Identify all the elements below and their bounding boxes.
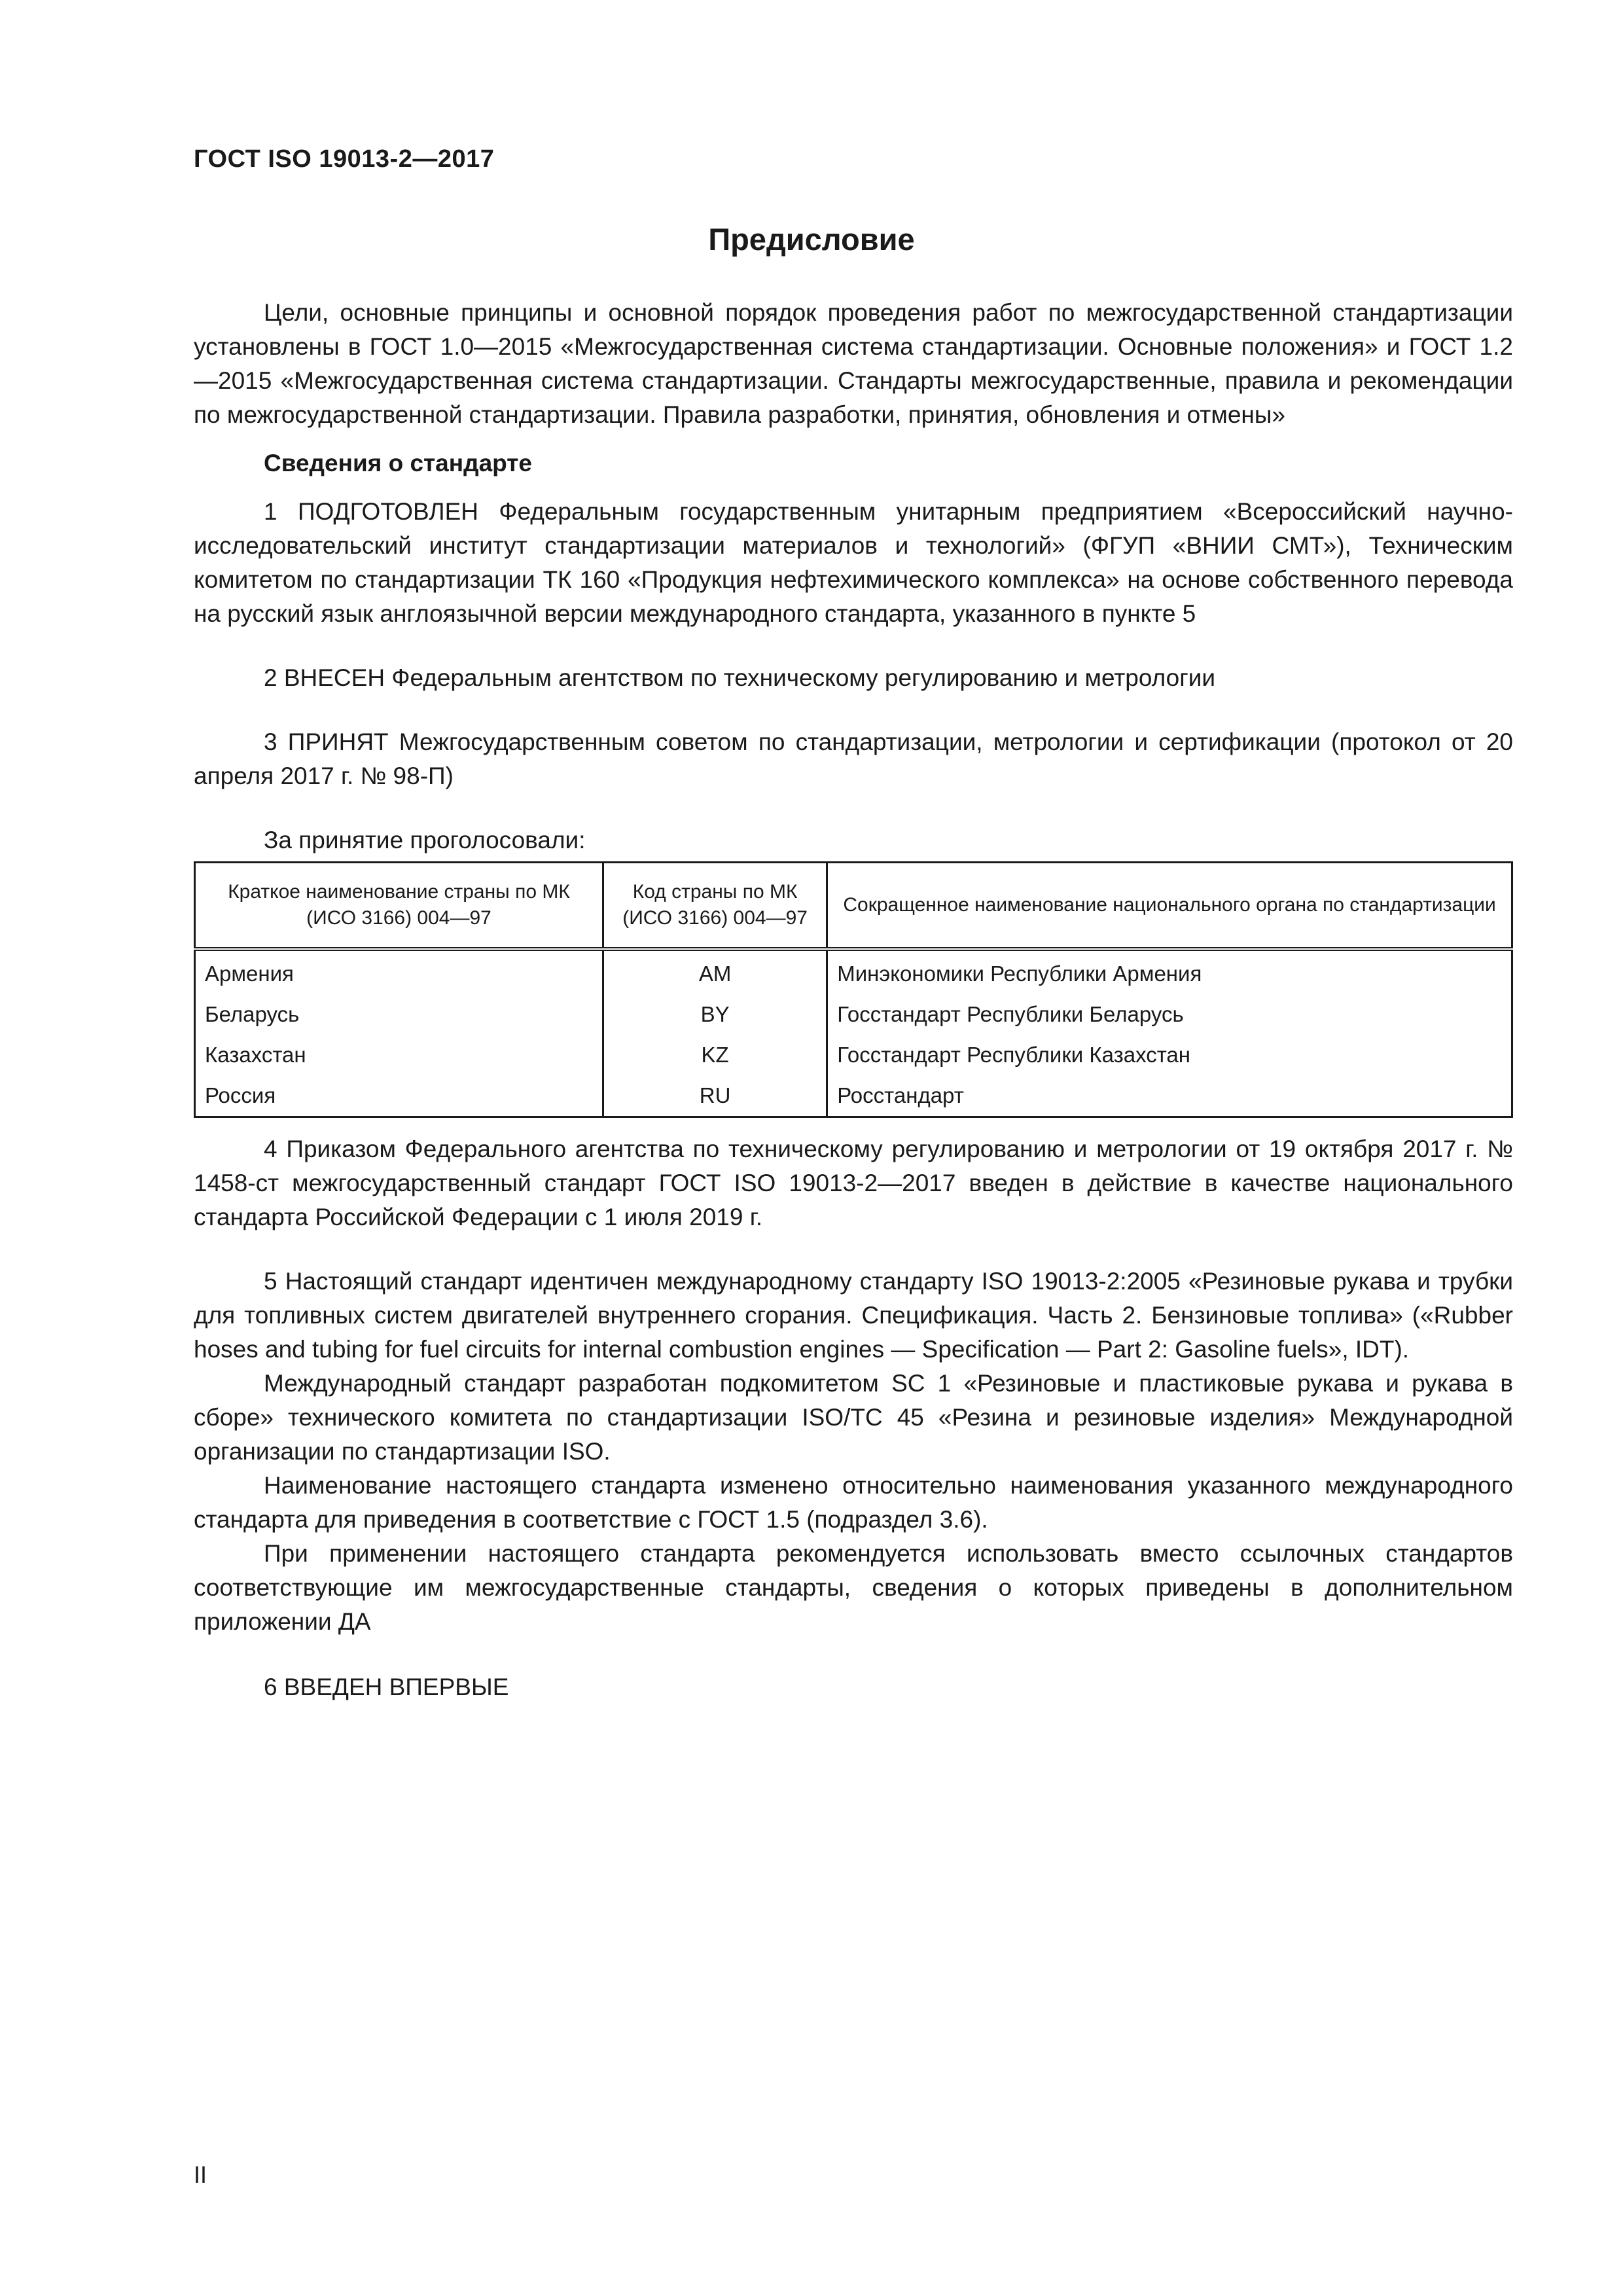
- voting-table-header: [195, 863, 1512, 950]
- country-cell: Армения: [195, 949, 603, 994]
- document-body: [194, 296, 1513, 1704]
- code-cell: BY: [603, 994, 827, 1035]
- code-cell: RU: [603, 1075, 827, 1117]
- country-cell: Казахстан: [195, 1035, 603, 1075]
- item-1-prepared: 1 ПОДГОТОВЛЕН Федеральным государственным унитарным предприятием «Всероссийский научно-исследовательский институт стандартизации материалов и технологий» (ФГУП «ВНИИ СМТ»), Техническим комитетом по стандартизации ТК 160 «Продукция нефтехимического комплекса» на основе собственного перевода на русский язык англоязычной версии международного стандарта, указанного в пункте 5: [194, 498, 1513, 627]
- table-row: [195, 994, 1512, 1035]
- intro-paragraph: Цели, основные принципы и основной порядок проведения работ по межгосударственной стандартизации установлены в ГОСТ 1.0—2015 «Межгосударственная система стандартизации. Основные положения» и ГОСТ 1.2—2015 «Межгосударственная система стандартизации. Стандарты межгосударственные, правила и рекомендации по межгосударственной стандартизации. Правила разработки, принятия, обновления и отмены»: [194, 299, 1513, 428]
- column-header-country: Краткое наименование страны по МК (ИСО 3166) 004—97: [195, 863, 603, 950]
- item-6-first-time: 6 ВВЕДЕН ВПЕРВЫЕ: [264, 1674, 509, 1700]
- code-cell: KZ: [603, 1035, 827, 1075]
- item-5-identical: 5 Настоящий стандарт идентичен международному стандарту ISO 19013-2:2005 «Резиновые рукава и трубки для топливных систем двигателей внутреннего сгорания. Спецификация. Часть 2. Бензиновые топлива» («Rubber hoses and tubing for fuel circuits for internal combustion engines — Specification — Part 2: Gasoline fuels», IDT).: [194, 1268, 1513, 1363]
- code-cell: AM: [603, 949, 827, 994]
- item-3-adopted: 3 ПРИНЯТ Межгосударственным советом по стандартизации, метрологии и сертификации (протокол от 20 апреля 2017 г. № 98-П): [194, 728, 1513, 789]
- country-cell: Беларусь: [195, 994, 603, 1035]
- voting-table: [194, 861, 1513, 1118]
- table-row: [195, 1075, 1512, 1117]
- voting-caption: За принятие проголосовали:: [264, 827, 586, 853]
- item-4-order: 4 Приказом Федерального агентства по техническому регулированию и метрологии от 19 октября 2017 г. № 1458-ст межгосударственный стандарт ГОСТ ISO 19013-2—2017 введен в действие в качестве национального стандарта Российской Федерации с 1 июля 2019 г.: [194, 1136, 1513, 1230]
- body-cell: Минэкономики Республики Армения: [827, 949, 1512, 994]
- standard-code-header: ГОСТ ISO 19013-2—2017: [194, 145, 495, 173]
- item-5-developed-by: Международный стандарт разработан подкомитетом SC 1 «Резиновые и пластиковые рукава и рукава в сборе» технического комитета по стандартизации ISO/TC 45 «Резина и резиновые изделия» Международной организации по стандартизации ISO.: [194, 1370, 1513, 1465]
- table-row: [195, 1035, 1512, 1075]
- body-cell: Госстандарт Республики Беларусь: [827, 994, 1512, 1035]
- column-header-code: Код страны по МК (ИСО 3166) 004—97: [603, 863, 827, 950]
- page-number: II: [194, 2161, 207, 2188]
- table-row: [195, 949, 1512, 994]
- standard-info-heading: Сведения о стандарте: [264, 450, 532, 476]
- page-title: Предисловие: [708, 222, 915, 257]
- item-5-references: При применении настоящего стандарта рекомендуется использовать вместо ссылочных стандартов соответствующие им межгосударственные стандарты, сведения о которых приведены в дополнительном приложении ДА: [194, 1540, 1513, 1635]
- item-5-name-changed: Наименование настоящего стандарта изменено относительно наименования указанного международного стандарта для приведения в соответствие с ГОСТ 1.5 (подраздел 3.6).: [194, 1472, 1513, 1533]
- column-header-body: Сокращенное наименование национального органа по стандартизации: [827, 863, 1512, 950]
- body-cell: Росстандарт: [827, 1075, 1512, 1117]
- body-cell: Госстандарт Республики Казахстан: [827, 1035, 1512, 1075]
- country-cell: Россия: [195, 1075, 603, 1117]
- item-2-introduced: 2 ВНЕСЕН Федеральным агентством по техническому регулированию и метрологии: [264, 664, 1216, 691]
